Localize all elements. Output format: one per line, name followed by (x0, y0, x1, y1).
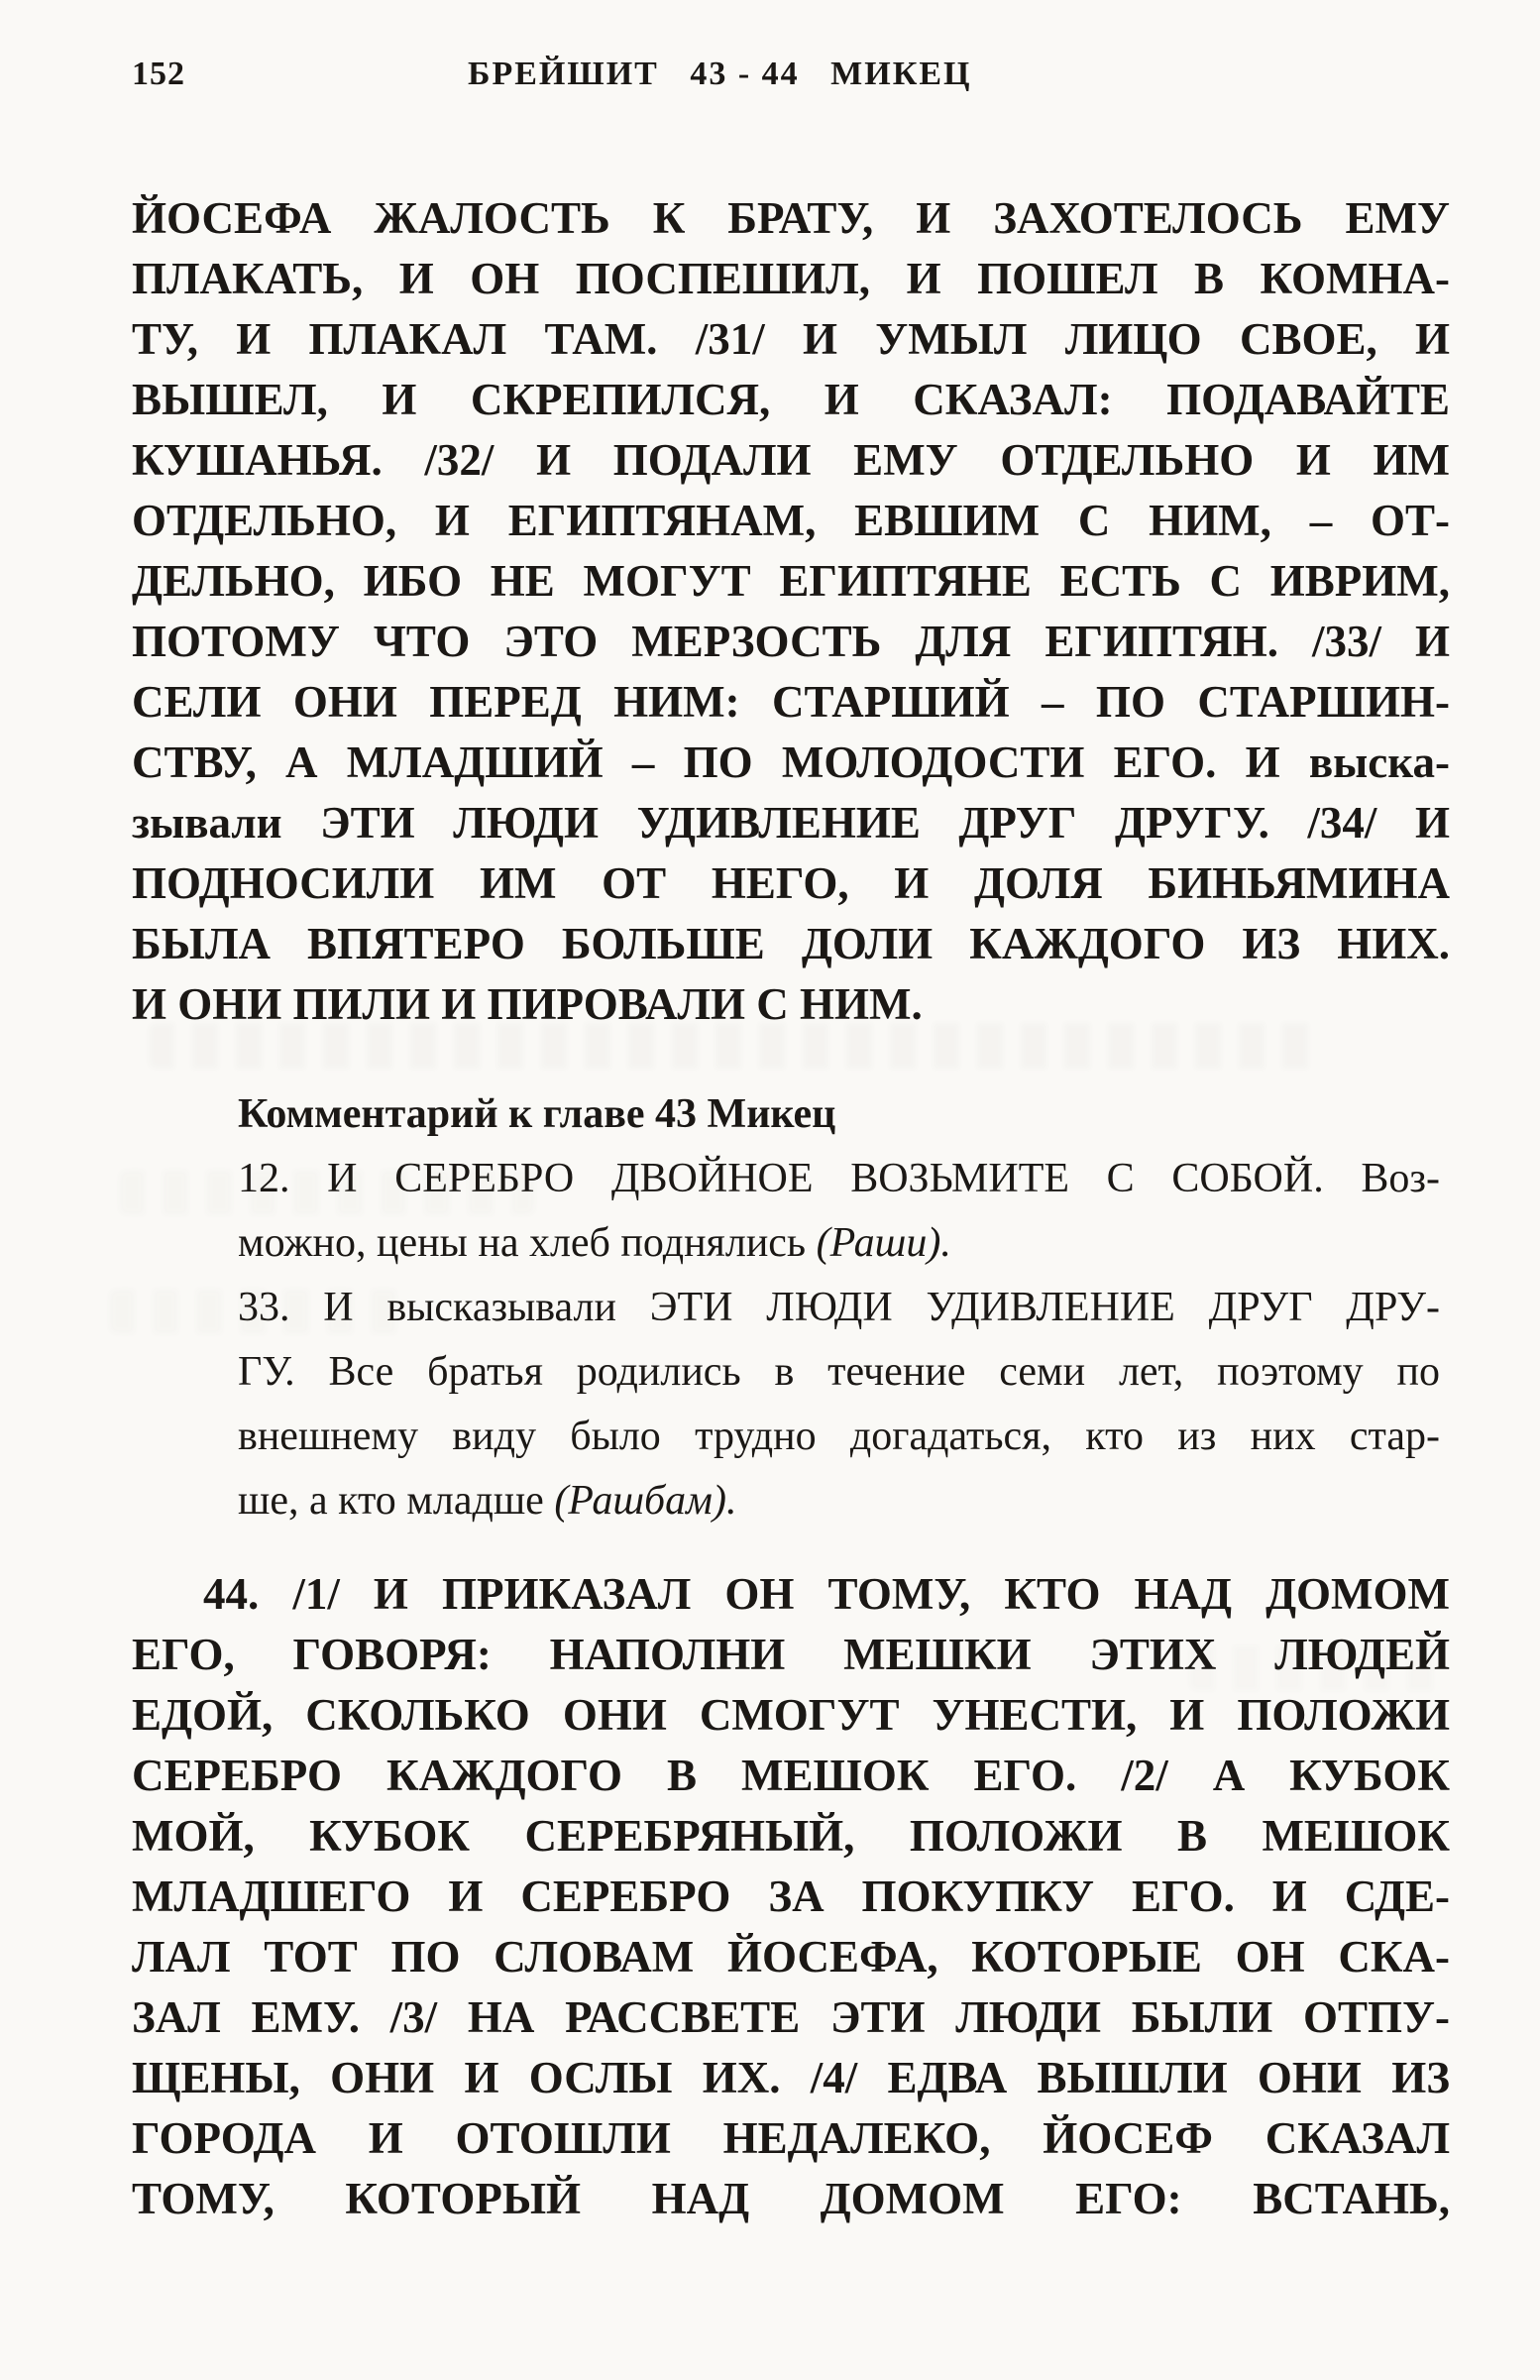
running-header-title: БРЕЙШИТ 43 - 44 МИКЕЦ (468, 56, 972, 92)
torah-text-chapter-43 (132, 188, 1450, 1035)
verse-line: БЫЛА ВПЯТЕРО БОЛЬШЕ ДОЛИ КАЖДОГО ИЗ НИХ. (132, 919, 1450, 968)
verse-line: ПОТОМУ ЧТО ЭТО МЕРЗОСТЬ ДЛЯ ЕГИПТЯН. /33/ И (132, 617, 1450, 666)
verse-line: ЕДОЙ, СКОЛЬКО ОНИ СМОГУТ УНЕСТИ, И ПОЛОЖИ (132, 1690, 1450, 1740)
verse-line: МЛАДШЕГО И СЕРЕБРО ЗА ПОКУПКУ ЕГО. И СДЕ- (132, 1871, 1450, 1921)
verse-line: ПЛАКАТЬ, И ОН ПОСПЕШИЛ, И ПОШЕЛ В КОМНА- (132, 254, 1450, 303)
commentary-line (238, 1405, 1440, 1469)
verse-line: КУШАНЬЯ. /32/ И ПОДАЛИ ЕМУ ОТДЕЛЬНО И ИМ (132, 435, 1450, 485)
verse-line: ВЫШЕЛ, И СКРЕПИЛСЯ, И СКАЗАЛ: ПОДАВАЙТЕ (132, 375, 1450, 424)
verse-line: 44. /1/ И ПРИКАЗАЛ ОН ТОМУ, КТО НАД ДОМОМ (203, 1569, 1450, 1619)
commentary-body (238, 1147, 1440, 1533)
verse-line: ТОМУ, КОТОРЫЙ НАД ДОМОМ ЕГО: ВСТАНЬ, (132, 2174, 1450, 2223)
commentary-section (238, 1082, 1440, 1533)
text-segment: 12. И СЕРЕБРО ДВОЙНОЕ ВОЗЬМИТЕ С СОБОЙ. Воз- (238, 1156, 1440, 1201)
commentary-line (238, 1469, 1440, 1533)
commentary-line (238, 1340, 1440, 1405)
verse-line: ГОРОДА И ОТОШЛИ НЕДАЛЕКО, ЙОСЕФ СКАЗАЛ (132, 2113, 1450, 2163)
source-attribution: (Рашбам). (554, 1478, 737, 1524)
verse-line: ОТДЕЛЬНО, И ЕГИПТЯНАМ, ЕВШИМ С НИМ, – ОТ- (132, 496, 1450, 545)
verse-line: ЛАЛ ТОТ ПО СЛОВАМ ЙОСЕФА, КОТОРЫЕ ОН СКА- (132, 1932, 1450, 1982)
text-segment: 33. И высказывали ЭТИ ЛЮДИ УДИВЛЕНИЕ ДРУГ ДРУ- (238, 1285, 1440, 1330)
verse-line: ЩЕНЫ, ОНИ И ОСЛЫ ИХ. /4/ ЕДВА ВЫШЛИ ОНИ ИЗ (132, 2053, 1450, 2102)
verse-line: И ОНИ ПИЛИ И ПИРОВАЛИ С НИМ. (132, 979, 923, 1029)
verse-line: МОЙ, КУБОК СЕРЕБРЯНЫЙ, ПОЛОЖИ В МЕШОК (132, 1811, 1450, 1861)
verse-line: ДЕЛЬНО, ИБО НЕ МОГУТ ЕГИПТЯНЕ ЕСТЬ С ИВРИМ, (132, 556, 1450, 606)
verse-line: ТУ, И ПЛАКАЛ ТАМ. /31/ И УМЫЛ ЛИЦО СВОЕ, И (132, 314, 1450, 364)
torah-text-chapter-44 (132, 1564, 1450, 2229)
commentary-line (238, 1211, 1440, 1276)
commentary-line (238, 1147, 1440, 1211)
commentary-heading: Комментарий к главе 43 Микец (238, 1091, 836, 1137)
commentary-line (238, 1276, 1440, 1340)
verse-line: СЕРЕБРО КАЖДОГО В МЕШОК ЕГО. /2/ А КУБОК (132, 1751, 1450, 1800)
text-segment: ше, а кто младше (238, 1478, 555, 1524)
verse-line: ЙОСЕФА ЖАЛОСТЬ К БРАТУ, И ЗАХОТЕЛОСЬ ЕМУ (132, 193, 1450, 243)
verse-line: ЗАЛ ЕМУ. /3/ НА РАССВЕТЕ ЭТИ ЛЮДИ БЫЛИ ОТПУ- (132, 1992, 1450, 2042)
verse-line: ЕГО, ГОВОРЯ: НАПОЛНИ МЕШКИ ЭТИХ ЛЮДЕЙ (132, 1630, 1450, 1679)
verse-line: ПОДНОСИЛИ ИМ ОТ НЕГО, И ДОЛЯ БИНЬЯМИНА (132, 858, 1450, 908)
verse-line: СЕЛИ ОНИ ПЕРЕД НИМ: СТАРШИЙ – ПО СТАРШИН- (132, 677, 1450, 727)
text-segment: ГУ. Все братья родились в течение семи лет, поэтому по (238, 1349, 1440, 1395)
verse-line: зывали ЭТИ ЛЮДИ УДИВЛЕНИЕ ДРУГ ДРУГУ. /34/ И (132, 798, 1450, 848)
source-attribution: (Раши). (816, 1220, 951, 1266)
verse-line: СТВУ, А МЛАДШИЙ – ПО МОЛОДОСТИ ЕГО. И выска- (132, 737, 1450, 787)
text-segment: можно, цены на хлеб поднялись (238, 1220, 817, 1266)
page-number: 152 (132, 56, 185, 92)
text-segment: внешнему виду было трудно догадаться, кто из них стар- (238, 1414, 1440, 1459)
